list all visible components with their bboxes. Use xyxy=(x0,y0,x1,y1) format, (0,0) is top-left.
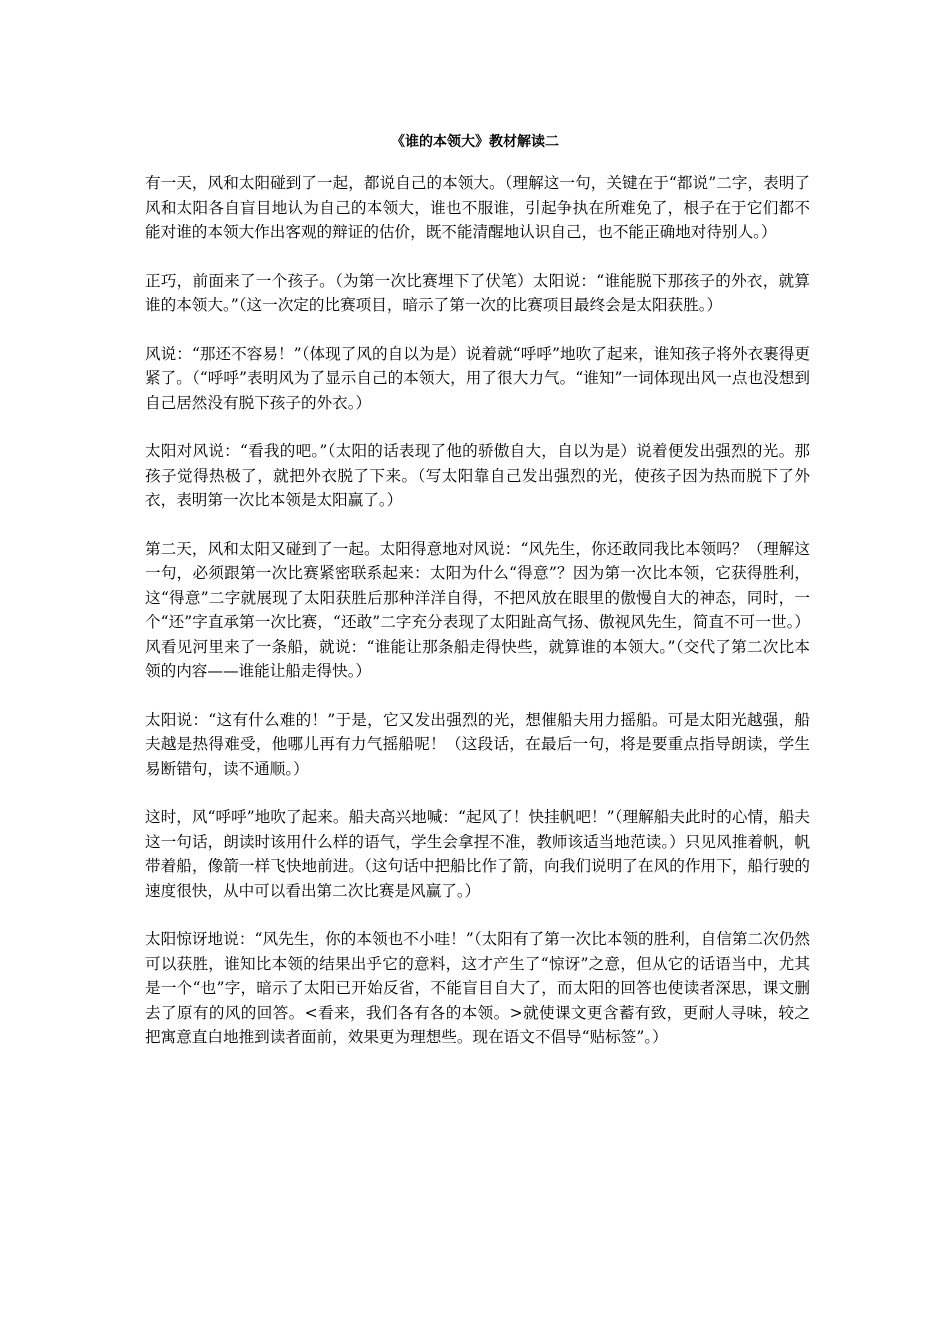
paragraph-1: 有一天，风和太阳碰到了一起，都说自己的本领大。（理解这一句，关键在于“都说”二字，表明了风和太阳各自盲目地认为自己的本领大，谁也不服谁，引起争执在所难免了，根子在于它们都不能对谁的本领大作出客观的辩证的估价，既不能清醒地认识自己，也不能正确地对待别人。） xyxy=(145,174,810,241)
paragraph-8: 太阳惊讶地说：“风先生，你的本领也不小哇！”（太阳有了第一次比本领的胜利，自信第二次仍然可以获胜，谁知比本领的结果出乎它的意料，这才产生了“惊讶”之意，但从它的话语当中，尤其是一个“也”字，暗示了太阳已开始反省，不能盲目自大了，而太阳的回答也使读者深思，课文删去了原有的风的回答。<看来，我们各有各的本领。>就使课文更含蓄有致，更耐人寻味，较之把寓意直白地推到读者面前，效果更为理想些。现在语文不倡导“贴标签”。） xyxy=(145,930,810,1046)
paragraph-6: 太阳说：“这有什么难的！”于是，它又发出强烈的光，想催船夫用力摇船。可是太阳光越强，船夫越是热得难受，他哪儿再有力气摇船呢！（这段话，在最后一句，将是要重点指导朗读，学生易断错句，读不通顺。） xyxy=(145,710,810,778)
document-body xyxy=(145,171,810,1074)
paragraph-7: 这时，风“呼呼”地吹了起来。船夫高兴地喊：“起风了！快挂帆吧！”（理解船夫此时的心情，船夫这一句话，朗读时该用什么样的语气，学生会拿捏不准，教师该适当地范读。）只见风推着帆，帆带着船，像箭一样飞快地前进。（这句话中把船比作了箭，向我们说明了在风的作用下，船行驶的速度很快，从中可以看出第二次比赛是风赢了。） xyxy=(145,808,810,900)
paragraph-3: 风说：“那还不容易！”（体现了风的自以为是）说着就“呼呼”地吹了起来，谁知孩子将外衣裹得更紧了。（“呼呼”表明风为了显示自己的本领大，用了很大力气。“谁知”一词体现出风一点也没想到自己居然没有脱下孩子的外衣。） xyxy=(145,344,810,412)
paragraph-4: 太阳对风说：“看我的吧。”（太阳的话表现了他的骄傲自大，自以为是）说着便发出强烈的光。那孩子觉得热极了，就把外衣脱了下来。（写太阳靠自己发出强烈的光，使孩子因为热而脱下了外衣，表明第一次比本领是太阳赢了。） xyxy=(145,442,810,509)
paragraph-5: 第二天，风和太阳又碰到了一起。太阳得意地对风说：“风先生，你还敢同我比本领吗？（理解这一句，必须跟第一次比赛紧密联系起来：太阳为什么“得意”？因为第一次比本领，它获得胜利，这“得意”二字就展现了太阳获胜后那种洋洋自得，不把风放在眼里的傲慢自大的神态，同时，一个“还”字直承第一次比赛，“还敢”二字充分表现了太阳趾高气扬、傲视风先生，简直不可一世。）风看见河里来了一条船，就说：“谁能让那条船走得快些，就算谁的本领大。”（交代了第二次比本领的内容——谁能让船走得快。） xyxy=(145,539,810,680)
document-title: 《谁的本领大》教材解读二 xyxy=(391,134,559,150)
paragraph-2: 正巧，前面来了一个孩子。（为第一次比赛埋下了伏笔）太阳说：“谁能脱下那孩子的外衣，就算谁的本领大。”（这一次定的比赛项目，暗示了第一次的比赛项目最终会是太阳获胜。） xyxy=(145,271,810,314)
